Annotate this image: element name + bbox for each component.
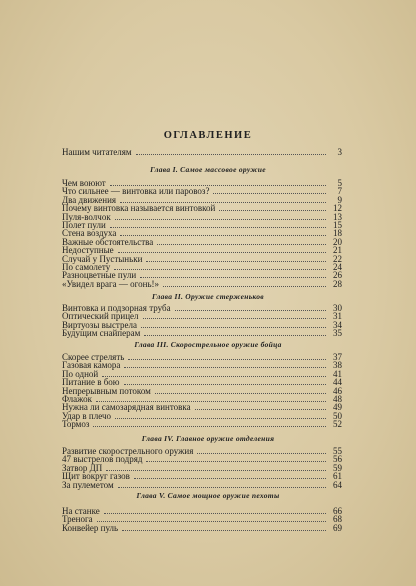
toc-entry (62, 328, 342, 338)
toc-entry-page: 26 (333, 270, 342, 280)
dot-leader (219, 209, 326, 211)
toc-entry-page: 49 (333, 402, 342, 412)
dot-leader (195, 408, 326, 410)
toc-entry-page: 9 (337, 195, 342, 205)
toc-entry-title: Развитие скорострельного оружия (62, 446, 194, 456)
toc-entry-title: Нужна ли самозарядная винтовка (62, 402, 191, 412)
toc-entry-page: 34 (333, 320, 342, 330)
toc-entry-page: 12 (333, 203, 342, 213)
toc-entry (62, 147, 342, 157)
toc-entry-title: «Увидел врага — огонь!» (62, 279, 160, 289)
toc-entry-page: 55 (333, 446, 342, 456)
toc-entry-title: По самолету (62, 262, 111, 272)
toc-entry-page: 68 (333, 514, 342, 524)
toc-entry (62, 279, 342, 289)
toc-entry-page: 21 (333, 245, 342, 255)
toc-entry-page: 69 (333, 523, 342, 533)
dot-leader (144, 334, 326, 336)
toc-entry (62, 523, 342, 533)
chapter-heading: Глава III. Скорострельное оружие бойца (134, 340, 282, 349)
toc-entry-page: 28 (333, 279, 342, 289)
toc-entry-title: Затвор ДП (62, 463, 103, 473)
toc-entry-page: 46 (333, 386, 342, 396)
toc-entry-title: Газовая камора (62, 360, 121, 370)
toc-entry-title: Виртуозы выстрела (62, 320, 137, 330)
chapter-heading: Глава II. Оружие стерженьков (152, 292, 264, 301)
toc-entry-title: Тормоз (62, 419, 90, 429)
dot-leader (134, 477, 326, 479)
toc-entry-page: 31 (333, 311, 342, 321)
toc-entry-title: Удар в плечо (62, 411, 112, 421)
toc-entry-page: 59 (333, 463, 342, 473)
toc-entry-page: 5 (337, 178, 342, 188)
toc-entry-page: 30 (333, 303, 342, 313)
toc-entry-title: Что сильнее — винтовка или паровоз? (62, 186, 210, 196)
toc-entry-title: Будущим снайперам (62, 328, 141, 338)
dot-leader (93, 425, 326, 427)
toc-entry-title: Чем воюют (62, 178, 106, 188)
toc-entry-page: 41 (333, 369, 342, 379)
toc-entry-page: 15 (333, 220, 342, 230)
toc-entry-page: 61 (333, 471, 342, 481)
toc-entry-title: Тренога (62, 514, 93, 524)
toc-entry-title: За пулеметом (62, 480, 114, 490)
dot-leader (163, 285, 326, 287)
toc-entry-title: Оптический прицел (62, 311, 139, 321)
toc-entry-page: 13 (333, 212, 342, 222)
toc-entry-title: Полет пули (62, 220, 106, 230)
dot-leader (213, 192, 326, 194)
toc-entry-title: Недоступные (62, 245, 114, 255)
dot-leader (120, 234, 326, 236)
page-title: ОГЛАВЛЕНИЕ (163, 130, 253, 141)
toc-entry-title: Щит вокруг газов (62, 471, 130, 481)
toc-entry-title: По одной (62, 369, 99, 379)
toc-entry (62, 419, 342, 429)
toc-entry-page: 20 (333, 237, 342, 247)
toc-entry-title: 47 выстрелов подряд (62, 454, 143, 464)
dot-leader (124, 383, 326, 385)
toc-entry-page: 24 (333, 262, 342, 272)
toc-entry-title: Винтовка и подзорная труба (62, 303, 171, 313)
toc-entry-page: 7 (337, 186, 342, 196)
toc-entry-page: 66 (333, 506, 342, 516)
dot-leader (122, 529, 326, 531)
toc-entry-page: 50 (333, 411, 342, 421)
toc-entry-title: Флажок (62, 394, 93, 404)
chapter-heading: Глава I. Самое массовое оружие (150, 165, 266, 174)
dot-leader (146, 460, 326, 462)
toc-entry-page: 48 (333, 394, 342, 404)
chapter-heading: Глава IV. Главное оружие отделения (141, 434, 275, 443)
toc-entry-page: 44 (333, 377, 342, 387)
toc-entry-page: 64 (333, 480, 342, 490)
toc-entry-title: Нашим читателям (62, 147, 132, 157)
dot-leader (136, 153, 326, 155)
dot-leader (97, 520, 326, 522)
toc-entry-page: 35 (333, 328, 342, 338)
toc-entry-title: Скорее стрелять (62, 352, 125, 362)
toc-entry-title: Конвейер пуль (62, 523, 119, 533)
toc-entry-title: На станке (62, 506, 100, 516)
toc-entry-page: 18 (333, 228, 342, 238)
toc-entry-page: 37 (333, 352, 342, 362)
toc-entry-title: Два движения (62, 195, 117, 205)
toc-entry-page: 22 (333, 254, 342, 264)
toc-entry-title: Почему винтовка называется винтовкой (62, 203, 216, 213)
toc-entry-title: Непрерывным потоком (62, 386, 151, 396)
toc-entry-title: Стена воздуха (62, 228, 117, 238)
toc-entry-title: Питание в бою (62, 377, 120, 387)
dot-leader (124, 366, 326, 368)
toc-entry-page: 52 (333, 419, 342, 429)
toc-entry-title: Разноцветные пули (62, 270, 137, 280)
dot-leader (143, 317, 327, 319)
dot-leader (118, 251, 326, 253)
toc-entry-page: 3 (337, 147, 342, 157)
dot-leader (140, 276, 326, 278)
chapter-heading: Глава V. Самое мощное оружие пехоты (136, 491, 280, 500)
toc-entry-page: 56 (333, 454, 342, 464)
toc-entry-title: Важные обстоятельства (62, 237, 154, 247)
toc-entry-title: Пуля-волчок (62, 212, 111, 222)
dot-leader (118, 486, 326, 488)
toc-entry-title: Случай у Пустыньки (62, 254, 143, 264)
toc-entry-page: 38 (333, 360, 342, 370)
toc-entry (62, 480, 342, 490)
